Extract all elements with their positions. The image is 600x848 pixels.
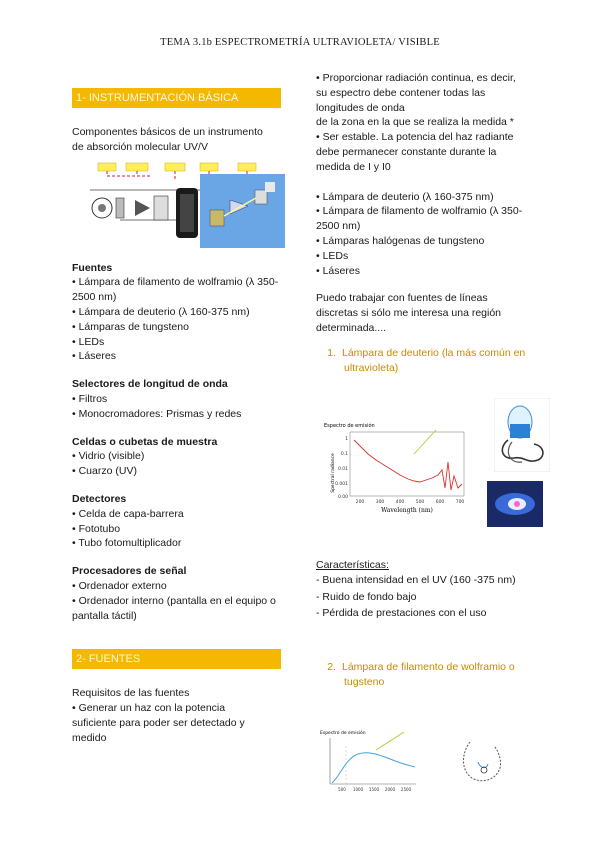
fuentes-heading: Fuentes [72,261,113,274]
section-banner-instrumentacion: 1- INSTRUMENTACIÓN BÁSICA [72,88,281,108]
chart2-xtick: 2500 [400,787,412,792]
item-2-heading [316,660,528,690]
chart1-ylabel: Spectral radiance [331,453,336,493]
list-item: • Lámparas de tungsteno [72,320,189,333]
chart2-xtick: 2000 [384,787,396,792]
caracteristicas-heading: Características: [316,559,389,571]
chart1-xtick: 600 [435,500,445,505]
chart1-xtick: 700 [455,500,465,505]
detectores-heading: Detectores [72,492,127,505]
item-1-number: 1. [327,346,336,359]
item-1-text: Lámpara de deuterio (la más común en ultravioleta) [342,346,526,374]
chart2-emission-curve [332,753,415,783]
note-text: Puedo trabajar con fuentes de líneas discretas si sólo me interesa una región determinada.... [316,292,502,334]
chart1-ytick: 0.1 [340,452,348,457]
list-item: de la zona en la que se realiza la medida * [316,116,514,129]
page-title: TEMA 3.1b ESPECTROMETRÍA ULTRAVIOLETA/ VISIBLE [160,37,440,48]
list-item: • Lámpara de filamento de wolframio (λ 350-2500 nm) [72,276,279,304]
list-item: • Láseres [316,264,360,277]
deuterium-spectrum-figure [320,418,470,518]
procesadores-heading: Procesadores de señal [72,565,187,578]
annotation-line [376,732,404,750]
chart2-title: Espectro de emisión [320,731,366,736]
chart2-xtick: 1500 [368,787,380,792]
filament-sketch [458,738,510,788]
chart1-xtick: 400 [395,500,405,505]
chart1-ytick: 0.01 [337,467,348,472]
list-item: • Monocromadores: Prismas y redes [72,407,242,420]
annotation-line [414,430,436,454]
list-item: • Generar un haz con la potencia suficiente para poder ser detectado y medido [72,702,245,744]
lamp-glow-photo [487,481,543,527]
list-item: • Lámparas halógenas de tungsteno [316,234,485,247]
list-item: • Cuarzo (UV) [72,465,137,478]
list-item: • Celda de capa-barrera [72,507,184,520]
list-item: • Láseres [72,350,116,363]
list-item: - Pérdida de prestaciones con el uso [316,607,487,620]
caracteristicas-block [316,558,528,621]
item-1-heading [316,346,544,376]
chart1-ytick: 0.00 [337,495,348,500]
chart1-xtick: 200 [355,500,365,505]
list-item: • Lámpara de filamento de wolframio (λ 350-2500 nm) [316,205,523,233]
chart1-title: Espectro de emisión [324,423,375,429]
chart1-xlabel: Wavelength (nm) [381,507,433,514]
list-item: • Proporcionar radiación continua, es decir, su espectro debe contener todas las longitudes de onda [316,72,516,114]
chart1-ytick: 1 [345,437,348,442]
intro-text: Componentes básicos de un instrumento de absorción molecular UV/V [72,126,263,153]
right-column [316,71,528,375]
list-item: • Lámpara de deuterio (λ 160-375 nm) [72,305,250,318]
list-item: - Buena intensidad en el UV (160 -375 nm) [316,573,516,586]
list-item: • Vidrio (visible) [72,450,145,463]
deuterium-lamp-photo [494,398,550,472]
chart1-xtick: 300 [375,500,385,505]
instrument-diagram [80,160,285,248]
tungsten-spectrum-figure [318,728,420,798]
chart1-ytick: 0.001 [335,482,348,487]
list-item: - Ruido de fondo bajo [316,590,417,603]
item-2-text: Lámpara de filamento de wolframio o tugsteno [342,661,515,688]
list-item: • Ordenador interno (pantalla en el equipo o pantalla táctil) [72,594,276,622]
requisitos-heading: Requisitos de las fuentes [72,687,190,700]
selectores-heading: Selectores de longitud de onda [72,378,228,391]
list-item: • Fototubo [72,522,121,535]
section-banner-fuentes: 2- FUENTES [72,649,281,669]
chart1-plot-frame [350,432,464,496]
chart1-spectrum-line [354,440,462,490]
list-item: • Lámpara de deuterio (λ 160-375 nm) [316,190,494,203]
chart2-xtick: 500 [338,787,346,792]
list-item: • Ser estable. La potencia del haz radiante debe permanecer constante durante la medida de I y I0 [316,131,514,173]
item-2-block [316,660,528,690]
list-item: • LEDs [72,335,105,348]
list-item: • Tubo fotomultiplicador [72,537,182,550]
list-item: • Ordenador externo [72,579,167,592]
celdas-heading: Celdas o cubetas de muestra [72,435,218,448]
chart1-xtick: 500 [415,500,425,505]
chart2-xtick: 1000 [352,787,364,792]
list-item: • LEDs [316,249,349,262]
list-item: • Filtros [72,392,108,405]
item-2-number: 2. [327,661,336,673]
